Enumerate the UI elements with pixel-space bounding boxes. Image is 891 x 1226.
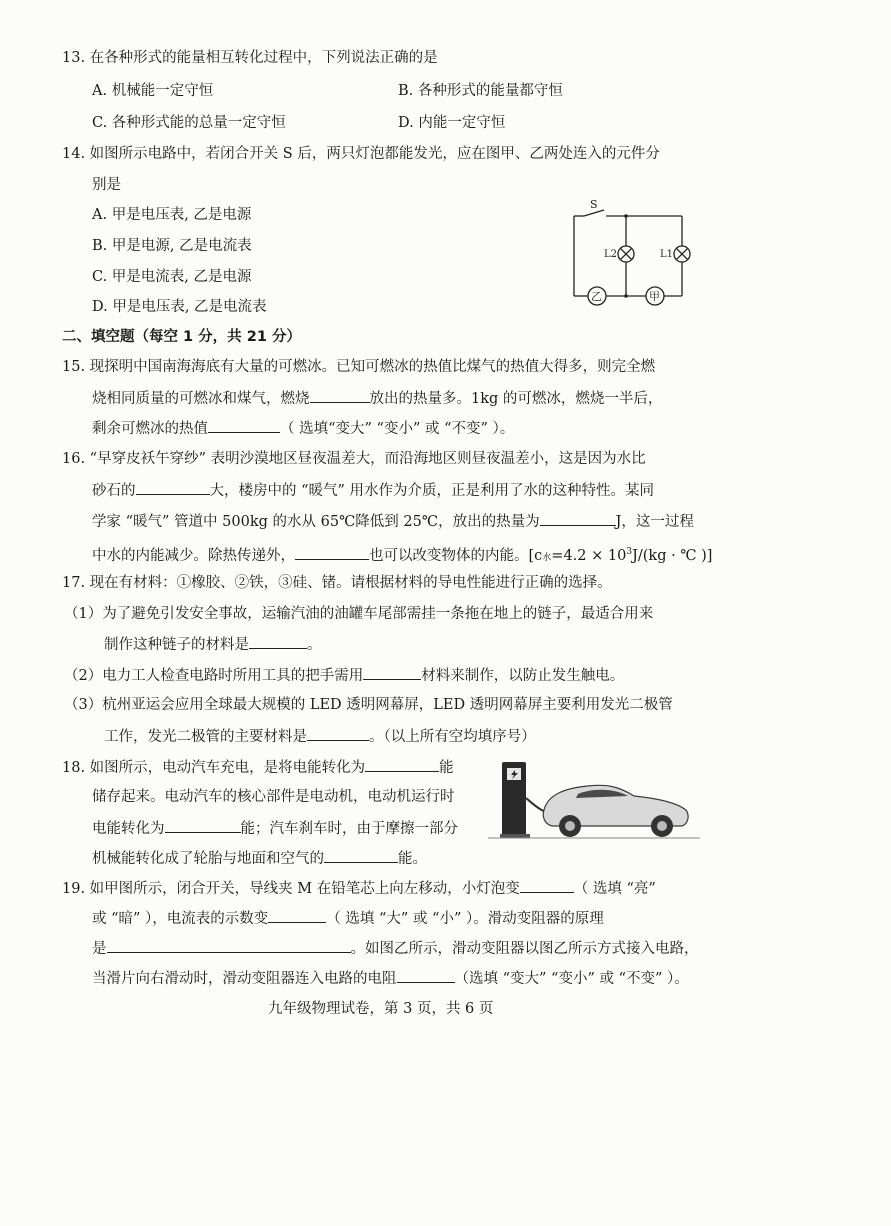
q16-line3 xyxy=(92,511,694,532)
q15-line2-text-a: 烧相同质量的可燃冰和煤气，燃烧 xyxy=(92,391,310,407)
q17-blank-3[interactable] xyxy=(307,726,369,741)
q19-line4-text-b: （选填 “变大” “变小” 或 “不变” ）。 xyxy=(454,971,689,987)
q13-option-a: A. 机械能一定守恒 xyxy=(92,83,214,99)
q19-blank-4[interactable] xyxy=(397,968,455,983)
q13-option-d: D. 内能一定守恒 xyxy=(398,115,506,131)
q13-option-c: C. 各种形式能的总量一定守恒 xyxy=(92,115,286,131)
q19-blank-1[interactable] xyxy=(520,878,574,893)
section-fill-in-heading: 二、填空题（每空 1 分，共 21 分） xyxy=(62,329,301,345)
q16-line4-text-c: =4.2 × 10 xyxy=(551,547,627,564)
q16-line4-text-a: 中水的内能减少。除热传递外， xyxy=(92,547,295,564)
q19-blank-3[interactable] xyxy=(107,938,351,953)
q14-stem-line1: 14. 如图所示电路中，若闭合开关 S 后，两只灯泡都能发光，应在图甲、乙两处连入的元件分 xyxy=(62,146,660,162)
q18-blank-2[interactable] xyxy=(165,818,241,833)
q15-line2 xyxy=(92,388,662,409)
q18-line2: 储存起来。电动汽车的核心部件是电动机，电动机运行时 xyxy=(92,789,455,805)
q17-part3-line1: （3）杭州亚运会应用全球最大规模的 LED 透明网幕屏，LED 透明网幕屏主要利用发光二极管 xyxy=(64,697,673,713)
q19-line2-text-b: （ 选填 “大” 或 “小” ）。滑动变阻器的原理 xyxy=(326,911,604,927)
q16-blank-3[interactable] xyxy=(295,545,369,560)
q14-option-d: D. 甲是电压表, 乙是电流表 xyxy=(92,299,267,315)
q18-blank-3[interactable] xyxy=(324,848,398,863)
q17-part3-text-b: 工作，发光二极管的主要材料是 xyxy=(104,729,307,745)
q17-part1-text-b: 制作这种链子的材料是 xyxy=(104,637,249,653)
q16-line3-text-b: J，这一过程 xyxy=(615,514,694,530)
q16-blank-2[interactable] xyxy=(540,511,616,526)
q16-blank-1[interactable] xyxy=(136,480,210,495)
q19-line1-text-a: 19. 如甲图所示，闭合开关，导线夹 M 在铅笔芯上向左移动，小灯泡变 xyxy=(62,881,520,897)
q18-blank-1[interactable] xyxy=(365,757,439,772)
q18-line3 xyxy=(92,818,458,839)
q16-line3-text-a: 学家 “暖气” 管道中 500kg 的水从 65℃降低到 25℃，放出的热量为 xyxy=(92,514,540,530)
q15-blank-1[interactable] xyxy=(310,388,370,403)
q19-line1 xyxy=(62,878,656,899)
q15-blank-2[interactable] xyxy=(208,418,280,433)
q16-line2-text-a: 砂石的 xyxy=(92,483,136,499)
q16-water-subscript: 水 xyxy=(542,552,552,563)
q16-line4-text-d: J/(kg · ℃ )] xyxy=(632,547,713,564)
q15-line3-text-a: 剩余可燃冰的热值 xyxy=(92,421,208,437)
q17-part2 xyxy=(64,665,624,686)
q13-option-b: B. 各种形式的能量都守恒 xyxy=(398,83,563,99)
q18-line1 xyxy=(62,757,454,778)
q17-part3-line2 xyxy=(104,726,536,747)
q19-line3 xyxy=(92,938,699,959)
q19-blank-2[interactable] xyxy=(268,908,326,923)
q18-line4-text-a: 机械能转化成了轮胎与地面和空气的 xyxy=(92,851,324,867)
q17-blank-2[interactable] xyxy=(363,665,421,680)
q16-exponent: 3 xyxy=(626,547,633,557)
meter-yi-label: 乙 xyxy=(591,290,602,303)
q16-line4-text-b: 也可以改变物体的内能。[c xyxy=(369,547,543,564)
q17-blank-1[interactable] xyxy=(249,634,307,649)
switch-label: S xyxy=(590,200,598,211)
q14-stem-line2: 别是 xyxy=(92,177,121,193)
q19-line3-text-b: 。如图乙所示，滑动变阻器以图乙所示方式接入电路， xyxy=(350,941,699,957)
q13-stem: 13. 在各种形式的能量相互转化过程中，下列说法正确的是 xyxy=(62,50,438,66)
q17-part2-text-a: （2）电力工人检查电路时所用工具的把手需用 xyxy=(64,668,364,684)
q18-line3-text-b: 能；汽车刹车时，由于摩擦一部分 xyxy=(240,821,458,837)
q14-option-b: B. 甲是电源, 乙是电流表 xyxy=(92,238,252,254)
q17-part1-line1: （1）为了避免引发安全事故，运输汽油的油罐车尾部需挂一条拖在地上的链子，最适合用来 xyxy=(64,606,654,622)
lamp-l2-label: L2 xyxy=(604,249,618,260)
q16-line2-text-b: 大，楼房中的 “暖气” 用水作为介质，正是利用了水的这种特性。某同 xyxy=(209,483,655,499)
q15-line2-text-b: 放出的热量多。1kg 的可燃冰，燃烧一半后， xyxy=(369,391,663,407)
q17-part1-text-c: 。 xyxy=(307,637,322,653)
q17-part3-text-c: 。（以上所有空均填序号） xyxy=(369,729,536,745)
q17-part2-text-b: 材料来制作，以防止发生触电。 xyxy=(421,668,625,684)
page-footer: 九年级物理试卷，第 3 页，共 6 页 xyxy=(268,1001,494,1017)
q16-line1: 16. “早穿皮袄午穿纱” 表明沙漠地区昼夜温差大，而沿海地区则昼夜温差小，这是因为水比 xyxy=(62,451,646,467)
q15-line3-text-b: （ 选填“变大” “变小” 或 “不变” ）。 xyxy=(280,421,515,437)
q15-line3 xyxy=(92,418,514,439)
q18-line4-text-b: 能。 xyxy=(398,851,427,867)
q19-line2-text-a: 或 “暗” ），电流表的示数变 xyxy=(92,911,269,927)
q16-line2 xyxy=(92,480,654,501)
lamp-l1-label: L1 xyxy=(660,249,674,260)
q18-line1-text-b: 能 xyxy=(439,760,454,776)
q19-line1-text-b: （ 选填 “亮” xyxy=(573,881,656,897)
q19-line4 xyxy=(92,968,689,989)
q14-option-c: C. 甲是电流表, 乙是电源 xyxy=(92,269,252,285)
meter-jia-label: 甲 xyxy=(649,290,660,303)
q19-line4-text-a: 当滑片向右滑动时，滑动变阻器连入电路的电阻 xyxy=(92,971,397,987)
q18-line3-text-a: 电能转化为 xyxy=(92,821,165,837)
q19-line3-text-a: 是 xyxy=(92,941,107,957)
ev-charging-photo xyxy=(488,758,700,842)
q15-line1: 15. 现探明中国南海海底有大量的可燃冰。已知可燃冰的热值比煤气的热值大得多，则完全燃 xyxy=(62,359,656,375)
q18-line4 xyxy=(92,848,427,869)
q17-part1-line2 xyxy=(104,634,322,655)
q16-line4 xyxy=(92,542,712,568)
q14-option-a: A. 甲是电压表, 乙是电源 xyxy=(92,207,252,223)
q14-circuit-diagram xyxy=(560,200,700,310)
q18-line1-text-a: 18. 如图所示，电动汽车充电，是将电能转化为 xyxy=(62,760,366,776)
q17-stem: 17. 现在有材料：①橡胶、②铁，③硅、锗。请根据材料的导电性能进行正确的选择。 xyxy=(62,575,612,591)
q19-line2 xyxy=(92,908,604,929)
